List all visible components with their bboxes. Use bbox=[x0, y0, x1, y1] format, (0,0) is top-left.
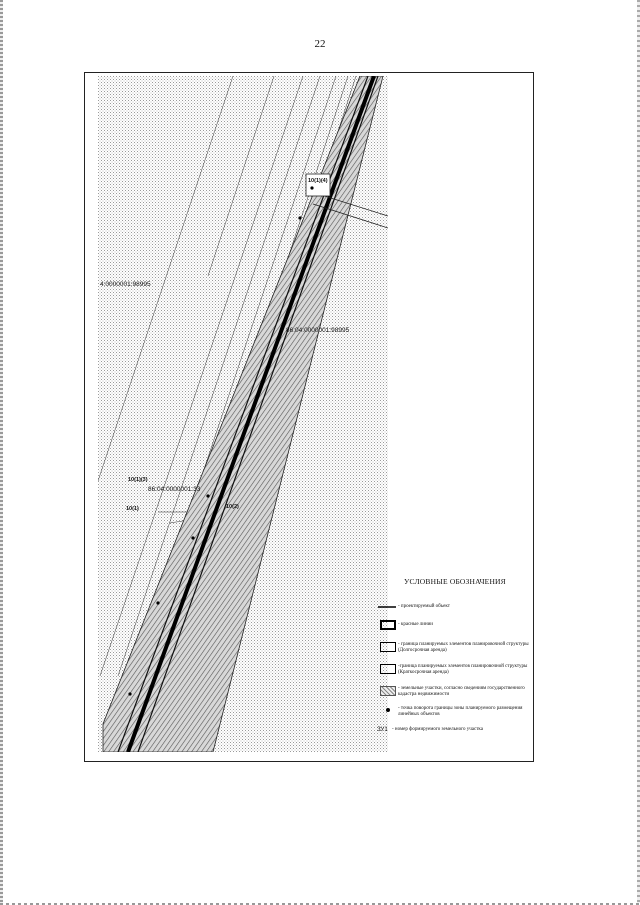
page-number: 22 bbox=[314, 38, 326, 50]
cadastral-map bbox=[98, 76, 388, 752]
line-symbol-icon bbox=[378, 605, 396, 609]
legend-item-parcel-number: - номер формируемого земельного участка bbox=[392, 727, 483, 732]
thin-box-symbol-icon bbox=[380, 642, 396, 652]
dot-symbol-icon bbox=[386, 708, 390, 712]
thin-box-symbol-icon bbox=[380, 664, 396, 674]
zu-symbol-icon: ЗУ1 bbox=[377, 727, 388, 733]
parcel-label: 86:04:0000001:33 bbox=[148, 486, 201, 493]
parcel-label: 86:04:0000001:98995 bbox=[286, 327, 350, 334]
legend-item-short-lease: -граница планируемых элементов планировочной структуры (Краткосрочная аренда) bbox=[398, 664, 528, 675]
legend-title: УСЛОВНЫЕ ОБОЗНАЧЕНИЯ bbox=[404, 577, 506, 586]
point-label: 10(2) bbox=[226, 504, 239, 510]
point-label: 10(1)(4) bbox=[308, 178, 328, 184]
legend-item-turning-point: - точка поворота границы зоны планируемого размещения линейных объектов bbox=[398, 706, 523, 717]
hatched-box-symbol-icon bbox=[380, 686, 396, 696]
legend-item-red-lines: - красные линии bbox=[398, 622, 433, 627]
scan-left-edge bbox=[0, 0, 3, 905]
thick-box-symbol-icon bbox=[380, 620, 396, 630]
legend-item-projected: - проектируемый объект bbox=[398, 604, 450, 609]
legend-item-cadastre: - земельные участки, согласно сведениям государственного кадастра недвижимости bbox=[398, 686, 525, 697]
point-label: 10(1) bbox=[126, 506, 139, 512]
parcel-label: 4:0000001:98995 bbox=[100, 281, 151, 288]
legend-item-long-lease: - граница планируемых элементов планировочной структуры (Долгосрочная аренда) bbox=[398, 642, 529, 653]
point-label: 10(1)(3) bbox=[128, 477, 148, 483]
